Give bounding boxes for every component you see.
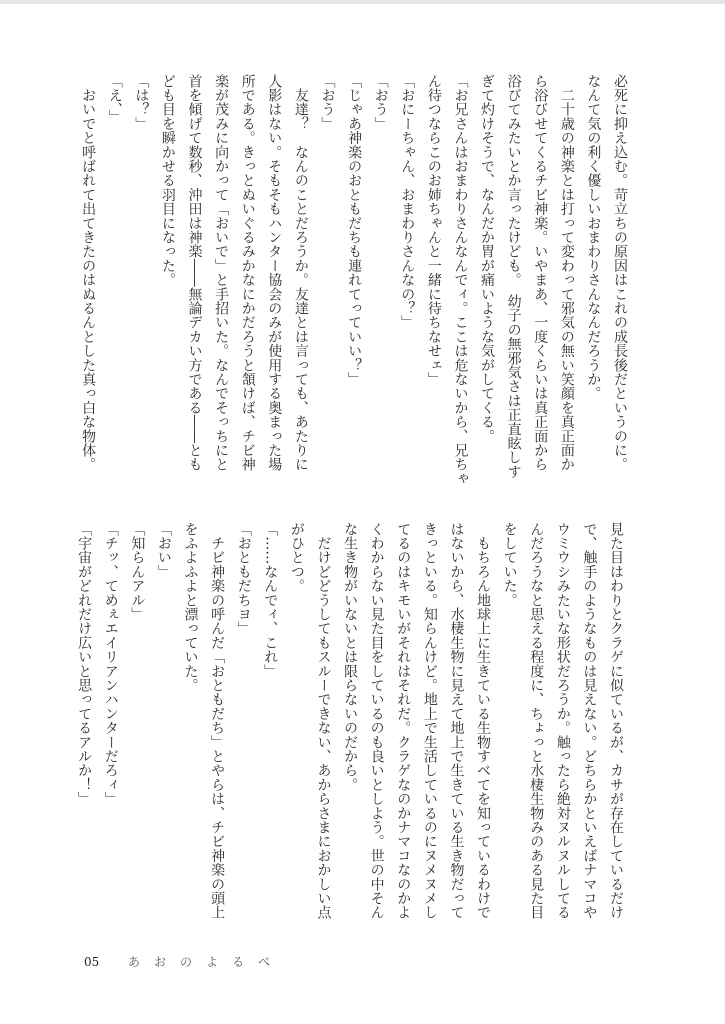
text-line: 「え、」 [106, 74, 123, 124]
running-head: あおのよるべ [128, 955, 285, 969]
text-line: 友達？ なんのことだろうか。友達とは言っても、あたりに [292, 74, 309, 472]
text-line: 二十歳の神楽とは打って変わって邪気の無い笑顔を真正面か [558, 74, 575, 472]
text-line: んだろうなと思える程度に、ちょっと水棲生物みのある見た目 [528, 522, 545, 920]
text-line: もちろん地球上に生きている生物すべてを知っているわけで [475, 522, 492, 920]
text-line: な生き物がいないとは限らないのだから。 [342, 522, 359, 792]
text-line: がひとつ。 [288, 522, 305, 593]
page-edge [0, 0, 725, 4]
text-line: チビ神楽の呼んだ「おともだち」とやらは、チビ神楽の頭上 [209, 522, 226, 920]
text-line: 所である。きっとぬいぐるみかなにかだろうと頷けば、チビ神 [239, 74, 256, 472]
text-line: 「知らんアル」 [129, 522, 146, 622]
text-line: ぎて灼けそうで、なんだか胃が痛いような気がしてくる。 [479, 74, 496, 444]
text-line: 楽が茂みに向かって「おいで」と手招いた。なんでそっちにと [213, 74, 230, 472]
text-line: なんて気の利く優しいおまわりさんなんだろうか。 [585, 74, 602, 401]
text-line: 見た目はわりとクラゲに似ているが、カサが存在しているだけ [608, 522, 624, 920]
text-line: ん待つならこのお姉ちゃんと一緒に待ちなせェ」 [425, 74, 442, 387]
text-line: をしていた。 [501, 522, 518, 608]
text-line: ウミウシみたいな形状だろうか。触ったら絶対ヌルヌルしてる [554, 522, 571, 920]
text-line: はないから、水棲生物に見えて地上で生きている生き物だって [448, 522, 465, 920]
text-line: きっといる。知らんけど。地上で生活しているのにヌメヌメし [421, 522, 438, 920]
text-line: 「おう」 [319, 74, 336, 131]
text-line: 「おう」 [372, 74, 389, 131]
text-line: で、触手のようなものは見えない。どちらかといえばナマコや [581, 522, 598, 920]
text-line: ども目を瞬かせる羽目になった。 [159, 74, 176, 287]
text-line: 「……なんでィ、これ」 [262, 522, 279, 679]
text-line: だけどどうしてもスルーできない、あからさまにおかしい点 [315, 522, 332, 920]
text-line: 浴びてみたいとか言ったけども。 幼子の無邪気さは正直眩しす [505, 74, 522, 479]
text-line: ら浴びせてくるチビ神楽。いやまあ、一度くらいは真正面から [532, 74, 549, 472]
text-line: おいでと呼ばれて出てきたのはぬるんとした真っ白な物体。 [80, 74, 97, 472]
text-line: 人影はない。そもそもハンター協会のみが使用する奥まった場 [266, 74, 283, 472]
text-line: 「宇宙がどれだけ広いと思ってるアルか！」 [76, 522, 93, 806]
text-line: 「じゃあ神楽のおともだちも連れてっていい？」 [346, 74, 363, 387]
text-line: 「お兄さんはおまわりさんなんでィ。ここは危ないから、兄ちゃ [452, 74, 469, 486]
text-line: 必死に抑え込む。苛立ちの原因はこれの成長後だというのに。 [612, 74, 628, 472]
text-line: をふよふよと漂っていた。 [182, 522, 199, 693]
text-block-lower [71, 522, 629, 932]
text-block-upper [75, 74, 633, 484]
text-line: てるのはキモいがそれはそれだ。クラゲなのかナマコなのかよ [395, 522, 412, 920]
text-line: 「おともだちヨ」 [235, 522, 252, 636]
text-line: くわからない見た目をしているのも良いとしよう。世の中そん [368, 522, 385, 920]
text-line: 首を傾げて数秒、沖田は神楽――無論デカい方である――とも [186, 74, 203, 472]
text-line: 「は？」 [133, 74, 150, 131]
page-number: 05 [84, 955, 100, 969]
text-line: 「おにーちゃん、おまわりさんなの？」 [399, 74, 416, 330]
text-line: 「おい」 [155, 522, 172, 579]
text-line: 「チッ、てめぇエイリアンハンターだろィ」 [102, 522, 119, 806]
